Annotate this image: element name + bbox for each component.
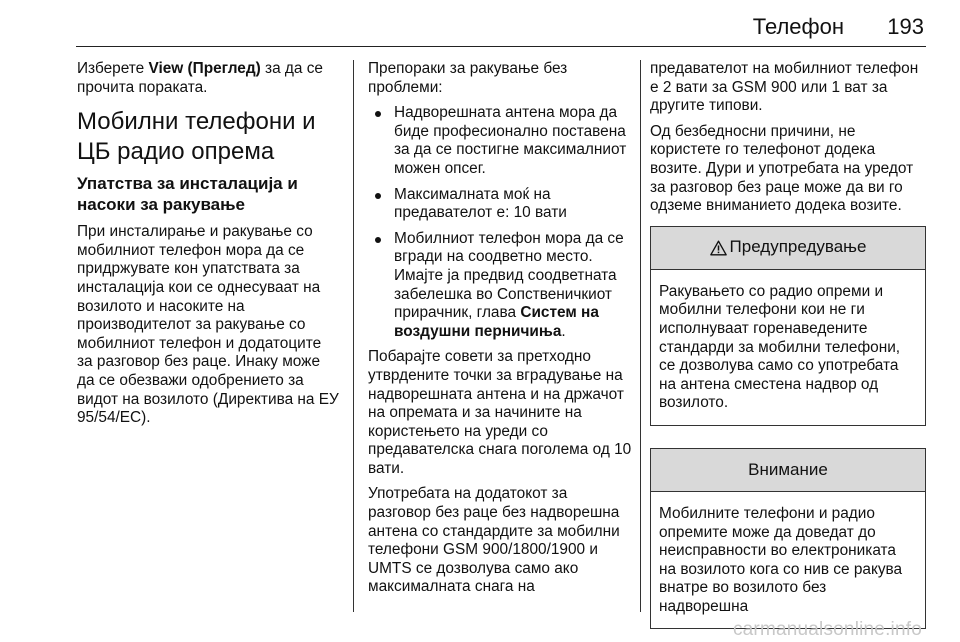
- list-item-text-end: .: [561, 322, 566, 340]
- caution-box: [650, 448, 926, 630]
- page-number: 193: [887, 14, 924, 39]
- list-item: [368, 230, 634, 342]
- recommendations-list: [368, 104, 634, 341]
- antenna-paragraph: Побарајте совети за претходно утврдените точки за вградување на надворешната антена и на држачот на опремата и за начините на користењето на уреди со предавателска снага поголема од 10 вати.: [368, 348, 632, 477]
- page-header: [76, 0, 926, 47]
- column-divider: [353, 60, 354, 612]
- column-right: [650, 60, 926, 629]
- warning-title: Предупредување: [729, 237, 867, 257]
- caution-header: [651, 449, 925, 492]
- list-item: Максималната моќ на предавателот е: 10 вати: [368, 186, 634, 223]
- recommendations-intro: Препораки за ракување без проблеми:: [368, 60, 568, 96]
- section-subheading: Упатства за инсталација и насоки за ракување: [77, 174, 298, 215]
- warning-text: Ракувањето со радио опреми и мобилни телефони кои не ги исполнуваат горенаведените стандарди за мобилни телефони, се дозволува само со употребата на антена сместена надвор од возилото.: [659, 282, 901, 412]
- safety-paragraph: Од безбедносни причини, не користете го телефонот додека возите. Дури и употребата на уредот за разговор без раце може да ви го одземе вниманието додека возите.: [650, 122, 914, 215]
- warning-triangle-icon: [710, 240, 727, 256]
- caution-title: Внимание: [748, 459, 828, 479]
- section-heading: Мобилни телефони и ЦБ радио опрема: [77, 108, 316, 166]
- airbag-chapter-reference: Систем на воздушни перничиња: [394, 304, 599, 340]
- watermark: carmanualsonline.info: [732, 619, 922, 640]
- handsfree-paragraph: Употребата на додатокот за разговор без раце без надворешна антена со стандардите за мобилни телефони GSM 900/1800/1900 и UMTS се дозволува само ако максималната снага на: [368, 485, 620, 596]
- view-menu-reference: View (Преглед): [148, 60, 261, 77]
- list-item-text: Мобилниот телефон мора да се вгради на соодветно место. Имајте ја предвид соодветната забелешка во Сопственичкиот прирачник, глава: [394, 229, 624, 322]
- warning-box: [650, 226, 926, 426]
- column-divider: [640, 60, 641, 612]
- warning-header: [651, 227, 925, 270]
- page-title: Телефон: [752, 14, 844, 39]
- power-paragraph: предавателот на мобилниот телефон е 2 вати за GSM 900 или 1 ват за другите типови.: [650, 60, 919, 115]
- list-item: Надворешната антена мора да биде професионално поставена за да се постигне максималниот можен опсег.: [368, 104, 634, 178]
- column-left: [77, 60, 339, 435]
- column-middle: [368, 60, 634, 604]
- intro-paragraph: [77, 60, 339, 97]
- installation-paragraph: При инсталирање и ракување со мобилниот телефон мора да се придржувате кон упатствата за инсталација кои се однесуваат на возилото и насоките на производителот за ракување со мобилниот телефон и додатоците за разговор без раце. Инаку може да се обезважи одобрението за видот на возилото (Директива на ЕУ 95/54/ЕС).: [77, 223, 339, 427]
- intro-text-end: за да се прочита пораката.: [77, 60, 323, 96]
- intro-text: Изберете: [77, 60, 149, 77]
- caution-text: Мобилните телефони и радио опремите може да доведат до неисправности во електрониката на возилото кога со нив се ракува внатре во возилото без надворешна: [659, 504, 903, 615]
